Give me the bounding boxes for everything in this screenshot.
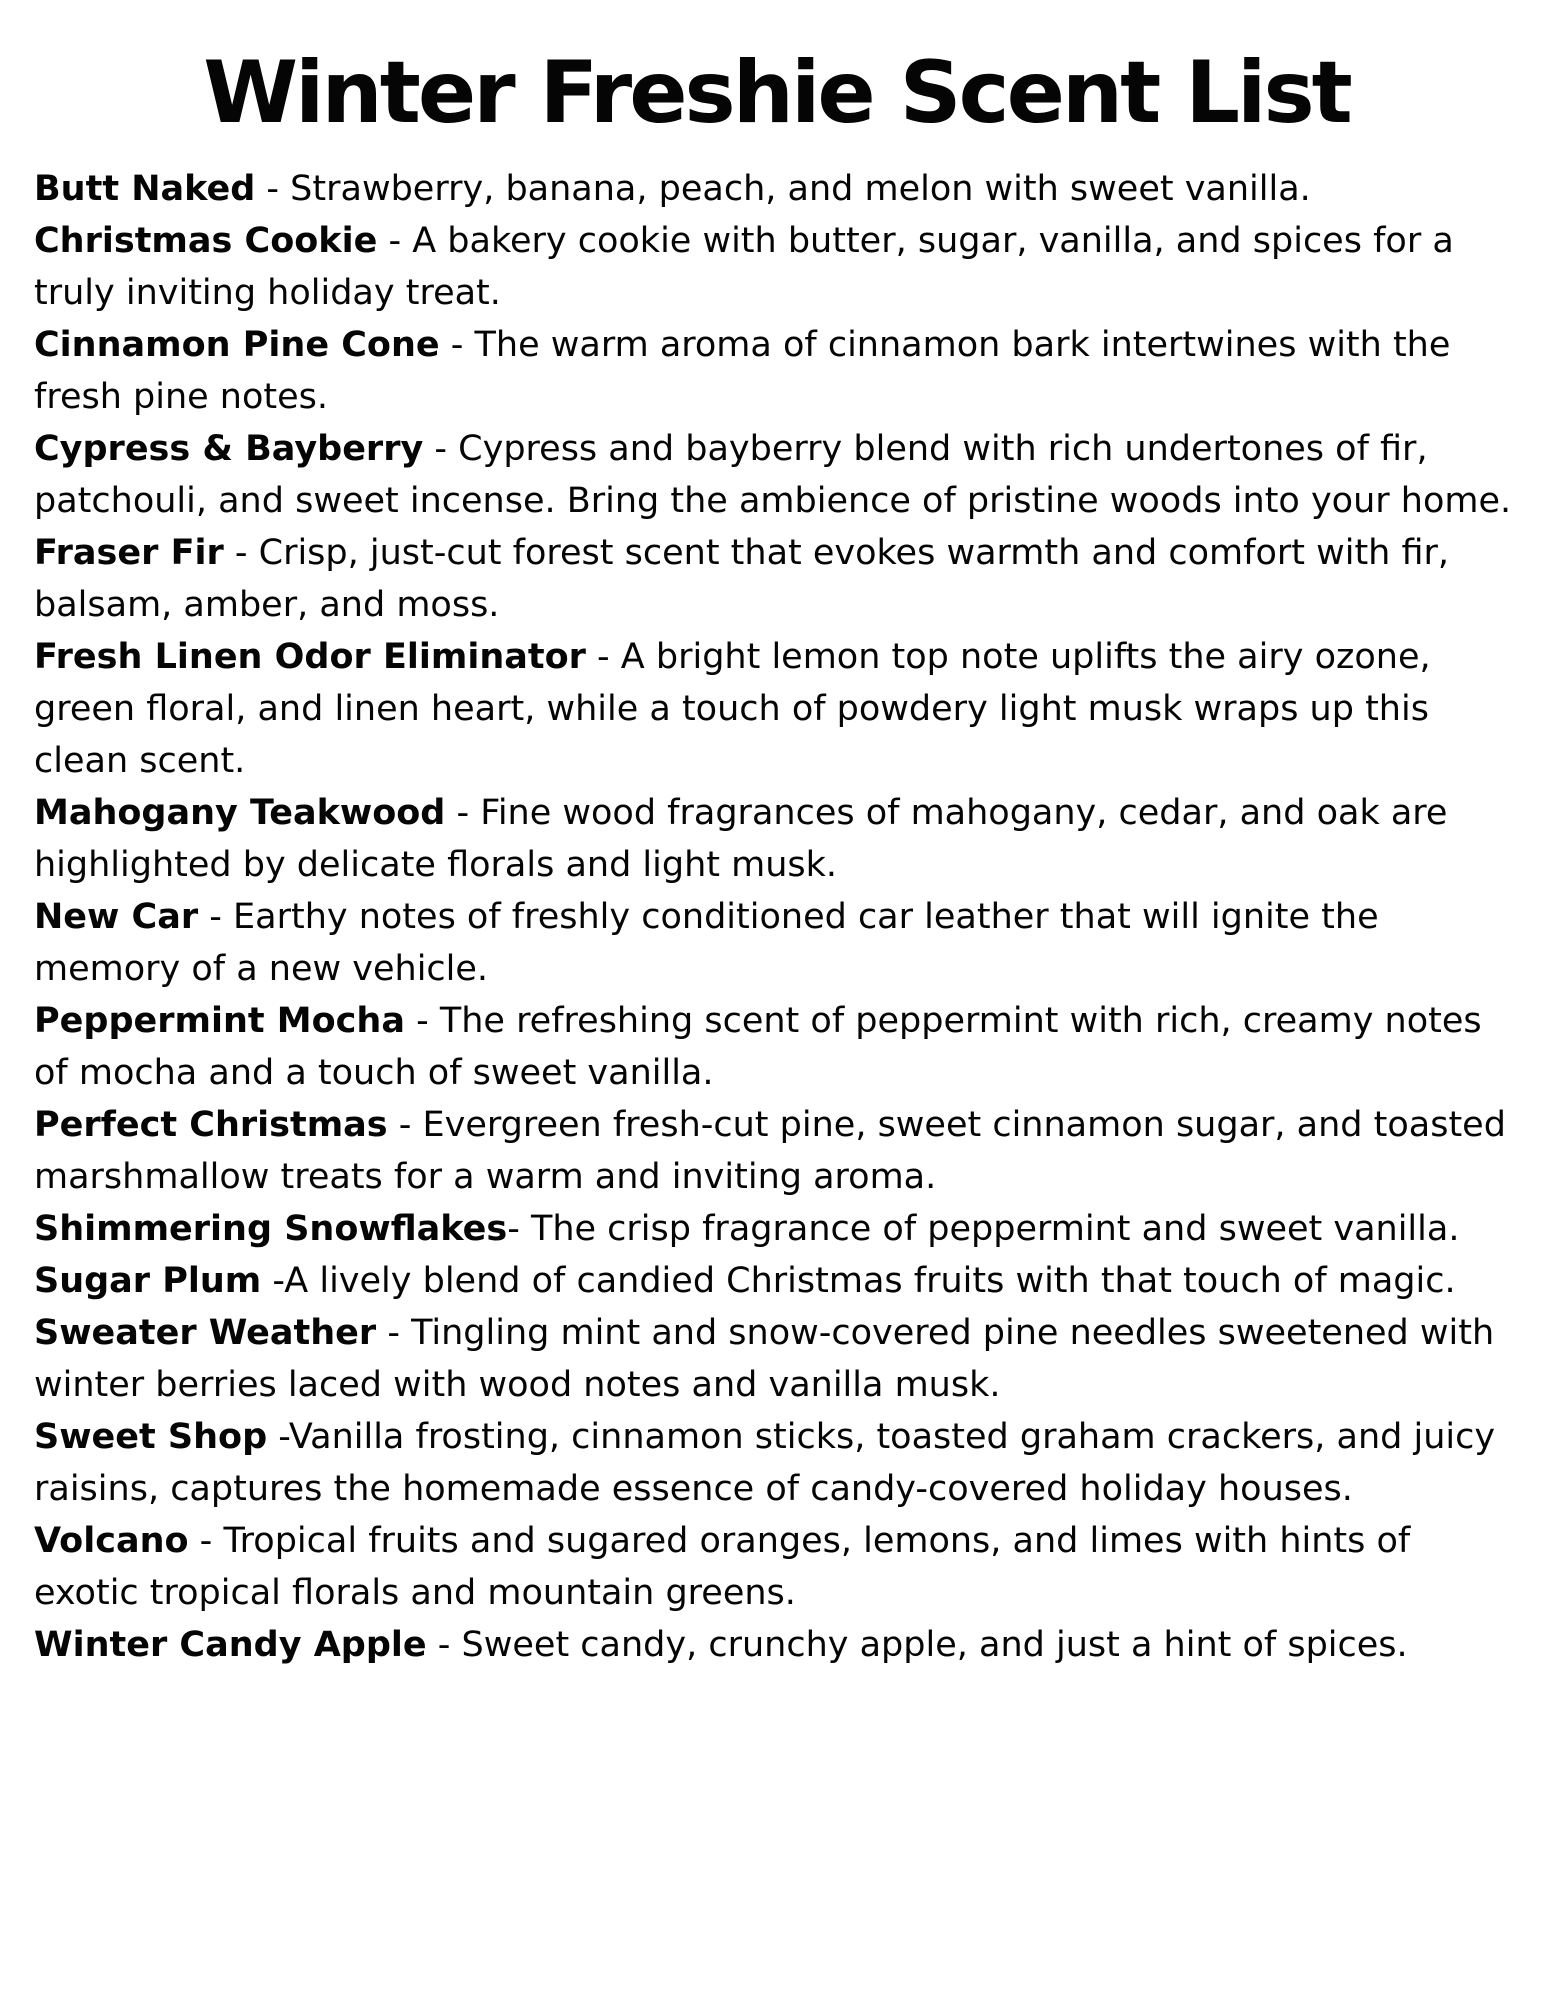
scent-description: Earthy notes of freshly conditioned car leather that will ignite the memory of a new vehicle. xyxy=(34,896,1379,989)
scent-entry xyxy=(34,163,1519,215)
page-title: Winter Freshie Scent List xyxy=(203,43,1350,143)
scent-name: New Car xyxy=(34,896,199,937)
scent-entry xyxy=(34,1255,1519,1307)
scent-description: Strawberry, banana, peach, and melon with sweet vanilla. xyxy=(290,168,1311,209)
scent-description: Cypress and bayberry blend with rich undertones of fir, patchouli, and sweet incense. Bring the ambience of pristine woods into your home. xyxy=(34,428,1512,521)
scent-name: Sweet Shop xyxy=(34,1416,268,1457)
scent-description: The refreshing scent of peppermint with rich, creamy notes of mocha and a touch of sweet vanilla. xyxy=(34,1000,1482,1093)
scent-description: The warm aroma of cinnamon bark intertwines with the fresh pine notes. xyxy=(34,324,1451,417)
scent-name: Winter Candy Apple xyxy=(34,1624,427,1665)
scent-description: The crisp fragrance of peppermint and sweet vanilla. xyxy=(530,1208,1460,1249)
scent-entry xyxy=(34,891,1519,995)
scent-name: Cinnamon Pine Cone xyxy=(34,324,440,365)
scent-name: Christmas Cookie xyxy=(34,220,378,261)
scent-separator: - xyxy=(387,1104,423,1145)
scent-separator: - xyxy=(445,792,481,833)
scent-name: Butt Naked xyxy=(34,168,256,209)
scent-separator: - xyxy=(376,1312,412,1353)
scent-separator: - xyxy=(188,1520,224,1561)
scent-list xyxy=(34,163,1519,1671)
scent-separator: - xyxy=(507,1208,531,1249)
scent-separator: - xyxy=(377,220,413,261)
scent-name: Shimmering Snowflakes xyxy=(34,1208,508,1249)
scent-description: A bakery cookie with butter, sugar, vanilla, and spices for a truly inviting holiday treat. xyxy=(34,220,1454,313)
scent-entry xyxy=(34,319,1519,423)
scent-entry xyxy=(34,787,1519,891)
scent-separator: - xyxy=(585,636,621,677)
scent-entry xyxy=(34,527,1519,631)
scent-entry xyxy=(34,1619,1519,1671)
scent-name: Sweater Weather xyxy=(34,1312,377,1353)
scent-name: Mahogany Teakwood xyxy=(34,792,446,833)
scent-separator: - xyxy=(439,324,475,365)
scent-entry xyxy=(34,995,1519,1099)
scent-entry xyxy=(34,1203,1519,1255)
scent-name: Fresh Linen Odor Eliminator xyxy=(34,636,586,677)
scent-separator: - xyxy=(255,168,291,209)
scent-separator: - xyxy=(261,1260,285,1301)
scent-name: Fraser Fir xyxy=(34,532,224,573)
scent-entry xyxy=(34,1307,1519,1411)
scent-separator: - xyxy=(223,532,259,573)
scent-description: A lively blend of candied Christmas fruits with that touch of magic. xyxy=(284,1260,1456,1301)
scent-separator: - xyxy=(404,1000,440,1041)
scent-separator: - xyxy=(423,428,459,469)
scent-entry xyxy=(34,423,1519,527)
scent-entry xyxy=(34,215,1519,319)
scent-entry xyxy=(34,631,1519,787)
scent-description: Crisp, just-cut forest scent that evokes warmth and comfort with fir, balsam, amber, and moss. xyxy=(34,532,1450,625)
scent-description: Evergreen fresh-cut pine, sweet cinnamon sugar, and toasted marshmallow treats for a warm and inviting aroma. xyxy=(34,1104,1506,1197)
scent-description: A bright lemon top note uplifts the airy ozone, green floral, and linen heart, while a touch of powdery light musk wraps up this clean scent. xyxy=(34,636,1431,781)
scent-description: Tingling mint and snow-covered pine needles sweetened with winter berries laced with wood notes and vanilla musk. xyxy=(34,1312,1495,1405)
scent-description: Fine wood fragrances of mahogany, cedar, and oak are highlighted by delicate florals and light musk. xyxy=(34,792,1448,885)
scent-entry xyxy=(34,1411,1519,1515)
scent-separator: - xyxy=(267,1416,289,1457)
scent-name: Volcano xyxy=(34,1520,189,1561)
scent-description: Sweet candy, crunchy apple, and just a hint of spices. xyxy=(461,1624,1408,1665)
scent-description: Vanilla frosting, cinnamon sticks, toasted graham crackers, and juicy raisins, captures the homemade essence of candy-covered holiday houses. xyxy=(34,1416,1496,1509)
scent-name: Perfect Christmas xyxy=(34,1104,388,1145)
scent-description: Tropical fruits and sugared oranges, lemons, and limes with hints of exotic tropical florals and mountain greens. xyxy=(34,1520,1411,1613)
scent-name: Cypress & Bayberry xyxy=(34,428,424,469)
scent-name: Peppermint Mocha xyxy=(34,1000,405,1041)
scent-entry xyxy=(34,1099,1519,1203)
scent-separator: - xyxy=(198,896,234,937)
scent-entry xyxy=(34,1515,1519,1619)
scent-name: Sugar Plum xyxy=(34,1260,262,1301)
scent-separator: - xyxy=(426,1624,462,1665)
